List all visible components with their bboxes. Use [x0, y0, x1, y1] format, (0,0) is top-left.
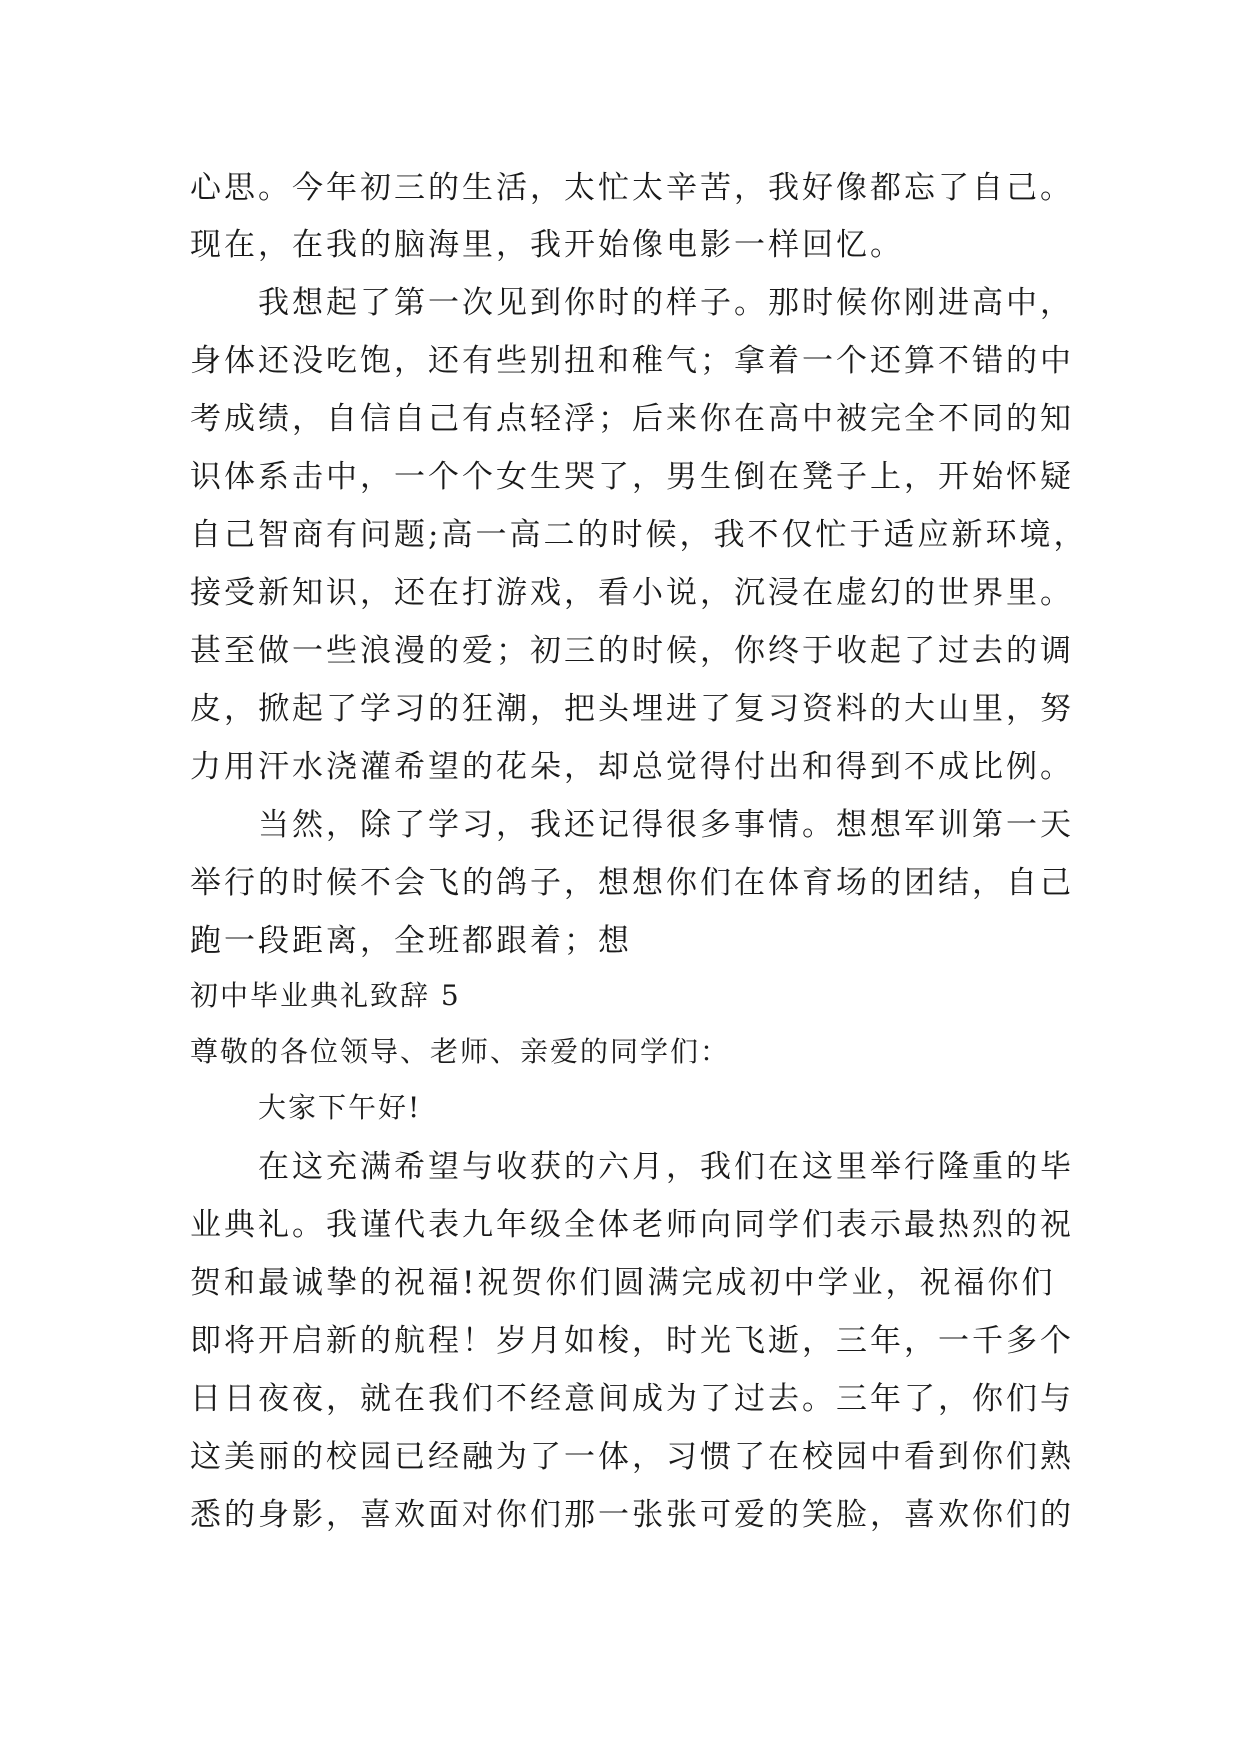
section-title: 初中毕业典礼致辞 5 [190, 979, 461, 1012]
paragraph-first-line: 在这充满希望与收获的六月，我们在这里举行隆重的毕 [258, 1149, 1074, 1185]
salutation: 尊敬的各位领导、老师、亲爱的同学们： [190, 1035, 731, 1068]
text-line: 举行的时候不会飞的鸽子，想想你们在体育场的团结，自己 [190, 865, 1074, 901]
paragraph-first-line: 当然，除了学习，我还记得很多事情。想想军训第一天 [258, 807, 1074, 843]
text-line: 力用汗水浇灌希望的花朵，却总觉得付出和得到不成比例。 [190, 749, 1074, 785]
text-line: 这美丽的校园已经融为了一体，习惯了在校园中看到你们熟 [190, 1439, 1074, 1475]
text-line: 业典礼。我谨代表九年级全体老师向同学们表示最热烈的祝 [190, 1207, 1074, 1243]
paragraph-first-line: 我想起了第一次见到你时的样子。那时候你刚进高中， [258, 285, 1074, 321]
text-line: 心思。今年初三的生活，太忙太辛苦，我好像都忘了自己。 [190, 170, 1074, 206]
text-line: 日日夜夜，就在我们不经意间成为了过去。三年了，你们与 [190, 1381, 1074, 1417]
text-line: 跑一段距离，全班都跟着；想 [190, 923, 632, 959]
text-line: 悉的身影，喜欢面对你们那一张张可爱的笑脸，喜欢你们的 [190, 1497, 1074, 1533]
text-line: 接受新知识，还在打游戏，看小说，沉浸在虚幻的世界里。 [190, 575, 1074, 611]
text-line: 即将开启新的航程！岁月如梭，时光飞逝，三年，一千多个 [190, 1323, 1074, 1359]
text-line: 现在，在我的脑海里，我开始像电影一样回忆。 [190, 227, 904, 263]
text-line: 考成绩，自信自己有点轻浮；后来你在高中被完全不同的知 [190, 401, 1074, 437]
text-line: 身体还没吃饱，还有些别扭和稚气；拿着一个还算不错的中 [190, 343, 1074, 379]
text-line: 贺和最诚挚的祝福!祝贺你们圆满完成初中学业，祝福你们 [190, 1265, 1056, 1301]
text-line: 识体系击中，一个个女生哭了，男生倒在凳子上，开始怀疑 [190, 459, 1074, 495]
text-line: 自己智商有问题;高一高二的时候，我不仅忙于适应新环境， [190, 517, 1088, 553]
greeting: 大家下午好! [258, 1091, 422, 1124]
text-line: 甚至做一些浪漫的爱；初三的时候，你终于收起了过去的调 [190, 633, 1074, 669]
text-line: 皮，掀起了学习的狂潮，把头埋进了复习资料的大山里，努 [190, 691, 1074, 727]
